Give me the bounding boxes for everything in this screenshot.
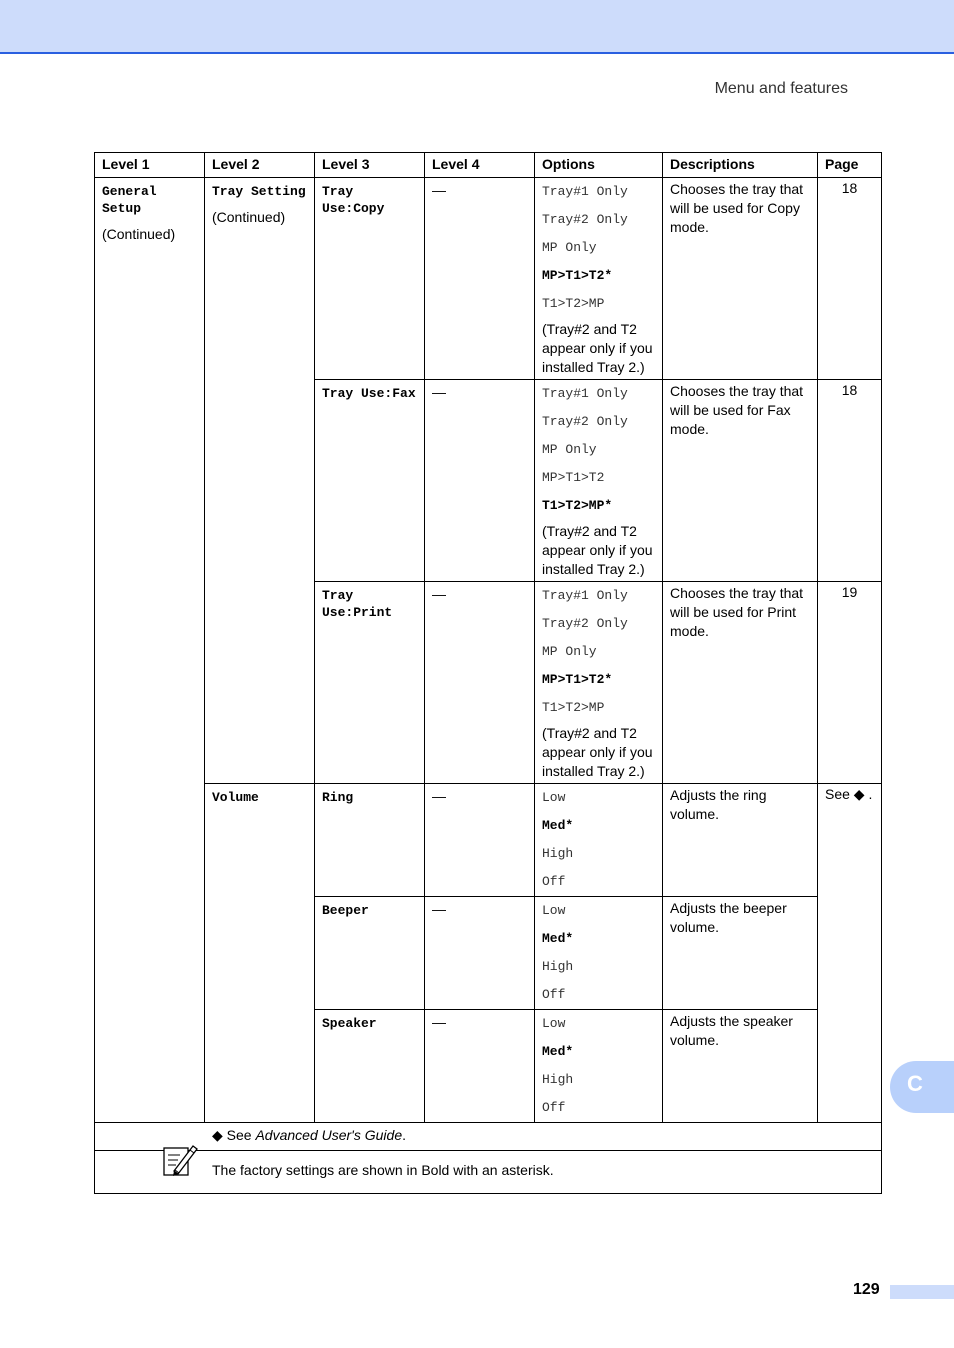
footnote-suffix: .: [402, 1127, 406, 1143]
options-cell: [535, 582, 663, 784]
option-value: Off: [542, 874, 566, 889]
level3-cell: [315, 582, 425, 784]
chapter-tab: [890, 1061, 954, 1113]
level2-name: Volume: [212, 790, 259, 805]
col-header: Page: [818, 153, 882, 178]
option-value: Med*: [542, 818, 574, 833]
option-value: Tray#2 Only: [542, 616, 628, 631]
level4-dash: —: [432, 901, 446, 917]
level2-continued: (Continued): [212, 209, 286, 225]
note-pencil-icon: [160, 1143, 200, 1177]
page-cell: 18: [818, 178, 882, 380]
option-value: MP Only: [542, 240, 597, 255]
option-value: MP>T1>T2*: [542, 672, 613, 687]
col-header: Level 2: [205, 153, 315, 178]
footnote-guide-title: Advanced User's Guide: [255, 1127, 403, 1143]
level3-name: Tray Use:Copy: [322, 184, 385, 216]
option-value: High: [542, 1072, 574, 1087]
page-cell: 19: [818, 582, 882, 784]
level4-cell: [425, 897, 535, 1010]
table-row: [95, 784, 882, 897]
option-value: T1>T2>MP: [542, 700, 605, 715]
note-row: [95, 1151, 882, 1194]
option-value: Low: [542, 1016, 566, 1031]
level1-name: General Setup: [102, 184, 157, 216]
level4-dash: —: [432, 788, 446, 804]
page-cell: See ◆ .: [818, 784, 882, 1123]
level3-cell: [315, 1010, 425, 1123]
level2-cell: [205, 178, 315, 784]
level3-cell: [315, 380, 425, 582]
option-value: High: [542, 959, 574, 974]
option-value: High: [542, 846, 574, 861]
page-cell: 18: [818, 380, 882, 582]
option-value: MP>T1>T2: [542, 470, 605, 485]
level4-cell: [425, 178, 535, 380]
chapter-letter: C: [907, 1071, 923, 1096]
option-value: T1>T2>MP*: [542, 498, 613, 513]
level1-cell: [95, 178, 205, 1123]
option-value: Off: [542, 1100, 566, 1115]
level3-name: Ring: [322, 790, 354, 805]
level4-dash: —: [432, 586, 446, 602]
description-cell: Adjusts the speaker volume.: [663, 1010, 818, 1123]
option-note: (Tray#2 and T2 appear only if you installed Tray 2.): [542, 725, 653, 779]
options-cell: [535, 380, 663, 582]
option-value: Tray#2 Only: [542, 212, 628, 227]
table-header-row: [95, 153, 882, 178]
note-cell: [95, 1151, 882, 1194]
option-value: Tray#1 Only: [542, 386, 628, 401]
col-header: Level 3: [315, 153, 425, 178]
level3-cell: [315, 178, 425, 380]
level4-cell: [425, 1010, 535, 1123]
options-cell: [535, 1010, 663, 1123]
level4-dash: —: [432, 1014, 446, 1030]
option-value: Low: [542, 903, 566, 918]
options-cell: [535, 178, 663, 380]
option-value: MP Only: [542, 644, 597, 659]
option-note: (Tray#2 and T2 appear only if you installed Tray 2.): [542, 321, 653, 375]
level4-cell: [425, 582, 535, 784]
level4-dash: —: [432, 182, 446, 198]
option-value: Low: [542, 790, 566, 805]
level2-cell: [205, 784, 315, 1123]
option-note: (Tray#2 and T2 appear only if you installed Tray 2.): [542, 523, 653, 577]
description-cell: Adjusts the ring volume.: [663, 784, 818, 897]
options-cell: [535, 784, 663, 897]
footnote-prefix: ◆ See: [212, 1127, 256, 1143]
level3-cell: [315, 784, 425, 897]
page-number: 129: [853, 1281, 880, 1298]
level4-cell: [425, 380, 535, 582]
level2-name: Tray Setting: [212, 184, 306, 199]
col-header: Level 1: [95, 153, 205, 178]
level3-name: Tray Use:Print: [322, 588, 393, 620]
page-number-bar: [890, 1285, 954, 1299]
option-value: MP Only: [542, 442, 597, 457]
level3-name: Tray Use:Fax: [322, 386, 416, 401]
level4-dash: —: [432, 384, 446, 400]
options-cell: [535, 897, 663, 1010]
level3-name: Speaker: [322, 1016, 377, 1031]
description-cell: Chooses the tray that will be used for Copy mode.: [663, 178, 818, 380]
description-cell: Chooses the tray that will be used for Print mode.: [663, 582, 818, 784]
col-header: Descriptions: [663, 153, 818, 178]
col-header: Level 4: [425, 153, 535, 178]
table-row: [95, 178, 882, 380]
option-value: T1>T2>MP: [542, 296, 605, 311]
option-value: Tray#1 Only: [542, 588, 628, 603]
level1-continued: (Continued): [102, 226, 176, 242]
level4-cell: [425, 784, 535, 897]
option-value: Med*: [542, 931, 574, 946]
level3-cell: [315, 897, 425, 1010]
description-cell: Chooses the tray that will be used for Fax mode.: [663, 380, 818, 582]
option-value: Tray#2 Only: [542, 414, 628, 429]
footnote-row: [95, 1123, 882, 1151]
col-header: Options: [535, 153, 663, 178]
description-cell: Adjusts the beeper volume.: [663, 897, 818, 1010]
option-value: Off: [542, 987, 566, 1002]
header-band: [0, 0, 954, 54]
option-value: Tray#1 Only: [542, 184, 628, 199]
option-value: Med*: [542, 1044, 574, 1059]
header-title: Menu and features: [714, 80, 848, 97]
level3-name: Beeper: [322, 903, 369, 918]
menu-table: [94, 152, 882, 1194]
option-value: MP>T1>T2*: [542, 268, 613, 283]
note-text: The factory settings are shown in Bold with an asterisk.: [212, 1162, 554, 1178]
footnote-cell: [95, 1123, 882, 1151]
